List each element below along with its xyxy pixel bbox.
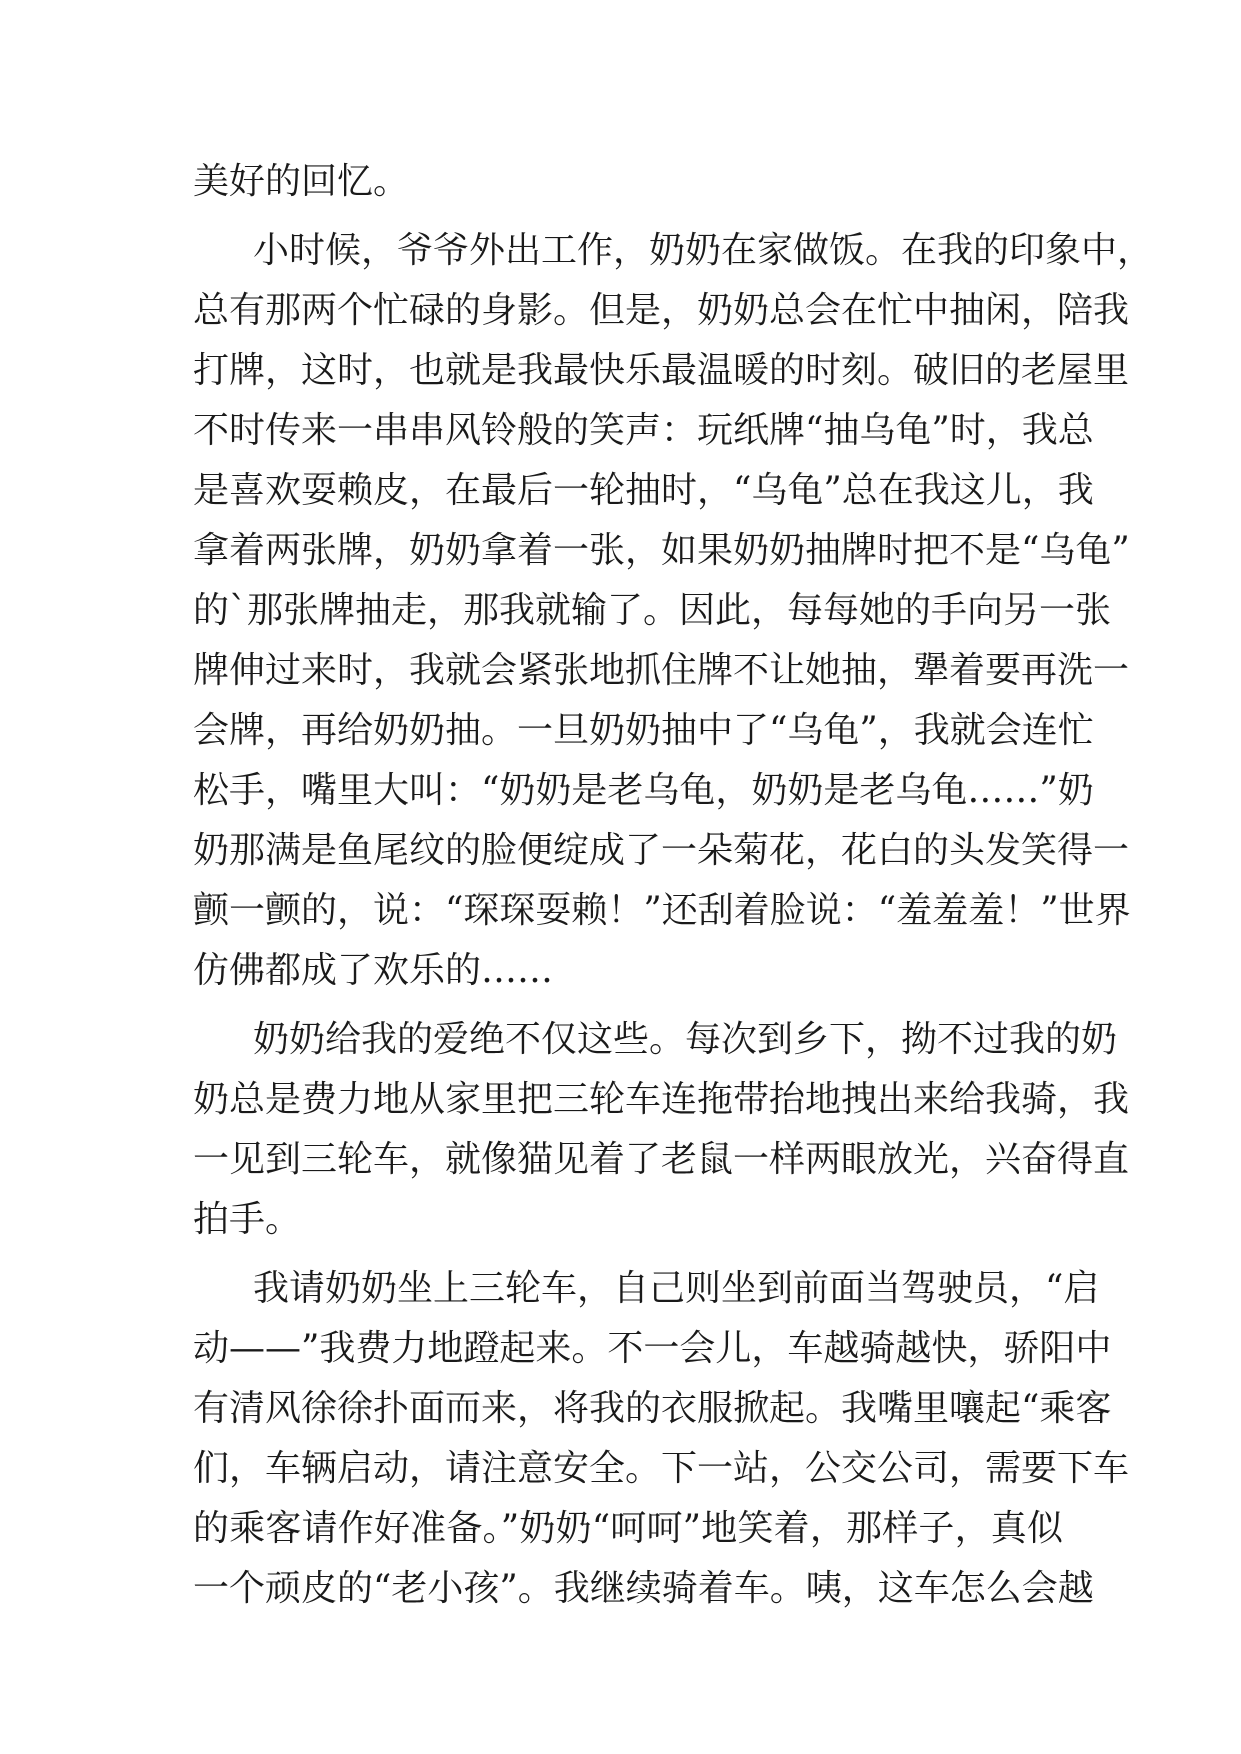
paragraph-gap [193, 1250, 1063, 1259]
text-line: 小时候，爷爷外出工作，奶奶在家做饭。在我的印象中， [253, 230, 1154, 271]
text-line: 的乘客请作好准备。”奶奶“呵呵”地笑着，那样子，真似 [193, 1508, 1063, 1549]
text-line: 会牌，再给奶奶抽。一旦奶奶抽中了“乌龟”，我就会连忙 [193, 710, 1094, 751]
text-line: 不时传来一串串风铃般的笑声：玩纸牌“抽乌龟”时，我总 [193, 410, 1094, 451]
text-line: 我请奶奶坐上三轮车，自己则坐到前面当驾驶员，“启 [253, 1268, 1100, 1309]
text-line: 松手，嘴里大叫：“奶奶是老乌龟，奶奶是老乌龟……”奶 [193, 770, 1094, 811]
text-line: 的`那张牌抽走，那我就输了。因此，每每她的手向另一张 [193, 590, 1112, 631]
body-text [193, 152, 1154, 1619]
text-line: 打牌，这时，也就是我最快乐最温暖的时刻。破旧的老屋里 [193, 350, 1130, 391]
text-line: 美好的回忆。 [193, 161, 410, 202]
text-line: 拿着两张牌，奶奶拿着一张，如果奶奶抽牌时把不是“乌龟” [193, 530, 1130, 571]
text-line: 牌伸过来时，我就会紧张地抓住牌不让她抽，犟着要再洗一 [193, 650, 1130, 691]
text-line: 奶那满是鱼尾纹的脸便绽成了一朵菊花，花白的头发笑得一 [193, 830, 1130, 871]
text-line: 一见到三轮车，就像猫见着了老鼠一样两眼放光，兴奋得直 [193, 1139, 1130, 1180]
text-line: 仿佛都成了欢乐的…… [193, 950, 554, 991]
text-line: 颤一颤的，说：“琛琛耍赖！”还刮着脸说：“羞羞羞！”世界 [193, 890, 1131, 931]
paragraph-gap [193, 212, 1063, 221]
paragraph-gap [193, 1001, 1063, 1010]
text-line: 是喜欢耍赖皮，在最后一轮抽时，“乌龟”总在我这儿，我 [193, 470, 1094, 511]
text-line: 一个顽皮的“老小孩”。我继续骑着车。咦，这车怎么会越 [193, 1568, 1094, 1609]
text-line: 拍手。 [193, 1199, 302, 1240]
text-line: 奶总是费力地从家里把三轮车连拖带抬地拽出来给我骑，我 [193, 1079, 1130, 1120]
text-line: 总有那两个忙碌的身影。但是，奶奶总会在忙中抽闲，陪我 [193, 290, 1130, 331]
text-line: 动——”我费力地蹬起来。不一会儿，车越骑越快，骄阳中 [193, 1328, 1112, 1369]
text-line: 们，车辆启动，请注意安全。下一站，公交公司，需要下车 [193, 1448, 1130, 1489]
text-line: 有清风徐徐扑面而来，将我的衣服掀起。我嘴里嚷起“乘客 [193, 1388, 1112, 1429]
text-line: 奶奶给我的爱绝不仅这些。每次到乡下，拗不过我的奶 [253, 1019, 1118, 1060]
